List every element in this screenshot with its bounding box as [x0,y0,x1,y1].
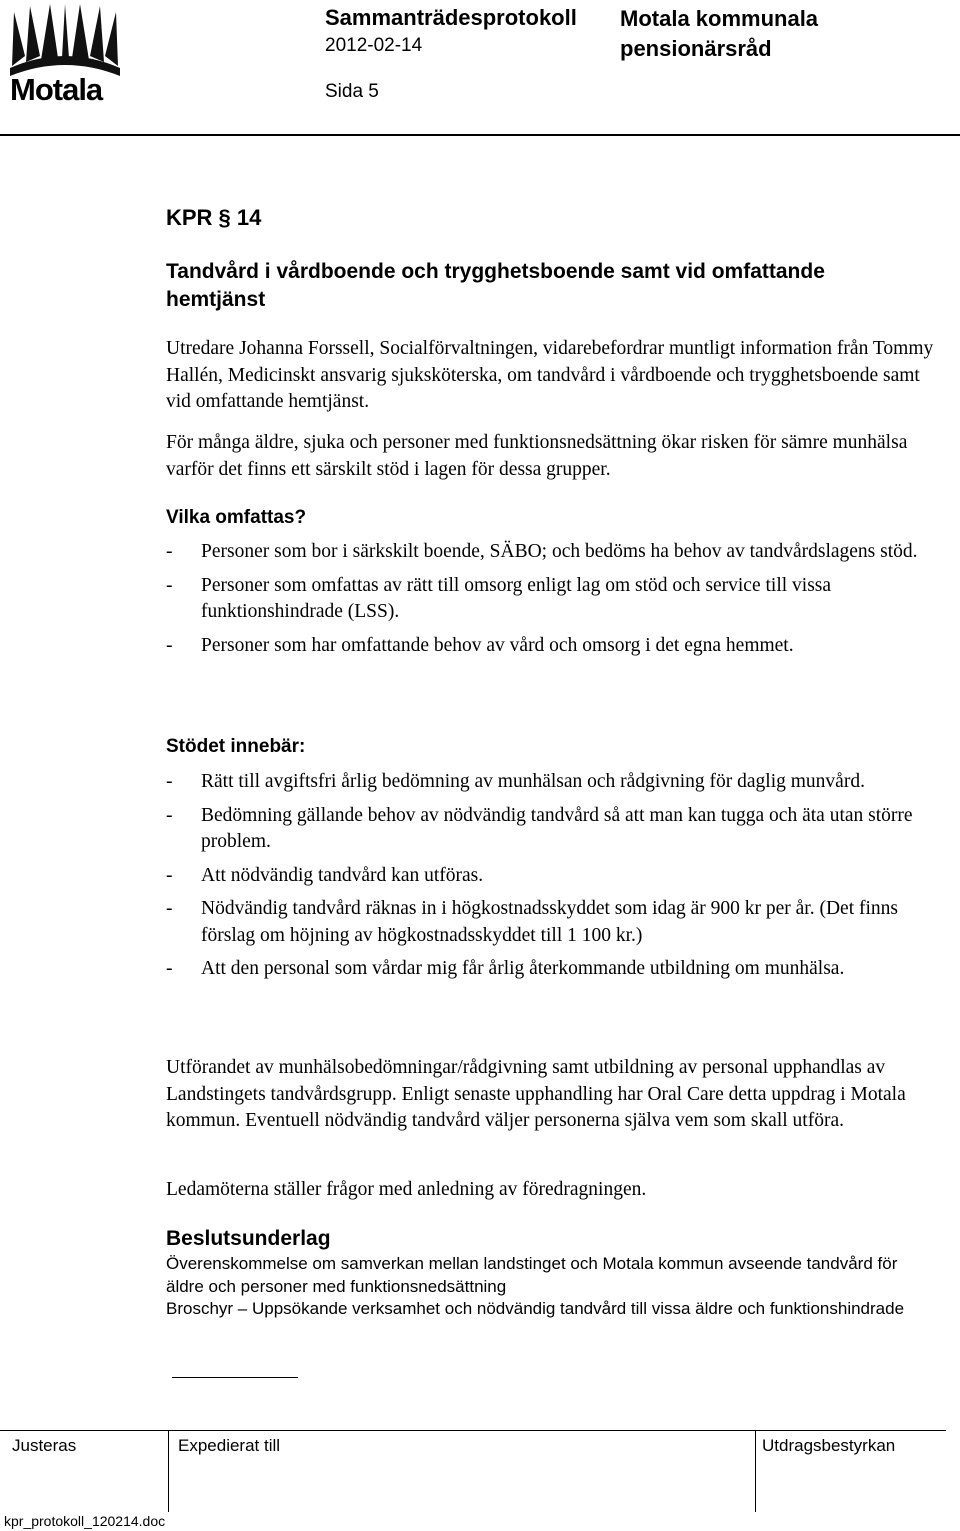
motala-logo [6,4,124,108]
footer-expedierat: Expedierat till [178,1436,281,1455]
footer-utdragsbestyrkan: Utdragsbestyrkan [762,1436,896,1455]
footer-column-divider [755,1430,756,1512]
organization-name: Motala kommunala pensionärsråd [620,6,819,61]
list-item: - Bedömning gällande behov av nödvändig tandvård så att man kan tugga och äta utan större problem. [166,803,936,856]
signature-line [172,1377,298,1378]
footer-filename: kpr_protokoll_120214.doc [4,1513,166,1529]
basis-item: Överenskommelse om samverkan mellan landstinget och Motala kommun avseende tandvård för äldre och personer med funktionsnedsättning [166,1254,898,1296]
meeting-date: 2012-02-14 [325,35,423,56]
support-list [166,769,936,990]
logo-wordmark: Motala [10,72,103,107]
page-number: Sida 5 [325,81,379,102]
footer-divider [0,1430,946,1431]
list-item: - Personer som har omfattande behov av vård och omsorg i det egna hemmet. [166,633,936,660]
list-item: - Att den personal som vårdar mig får årlig återkommande utbildning om munhälsa. [166,956,936,983]
procurement-paragraph: Utförandet av munhälsobedömningar/rådgivning samt utbildning av personal upphandlas av Landstingets tandvårdsgrupp. Enligt senaste upphandling har Oral Care detta uppdrag i Motala kommun. Eventuell nödvändig tandvård väljer personerna själva vem som skall utföra. [166,1057,906,1131]
basis-item: Broschyr – Uppsökande verksamhet och nödvändig tandvård till vissa äldre och funktionshindrade [166,1299,905,1318]
list-item: - Rätt till avgiftsfri årlig bedömning av munhälsan och rådgivning för daglig munvård. [166,769,936,796]
header-divider [0,134,960,136]
section-title: Tandvård i vårdboende och trygghetsboende samt vid omfattande hemtjänst [166,260,825,311]
section-number: KPR § 14 [166,205,262,230]
protocol-title: Sammanträdesprotokoll [325,5,577,30]
support-heading: Stödet innebär: [166,736,306,757]
list-item: - Personer som omfattas av rätt till omsorg enligt lag om stöd och service till vissa funktionshindrade (LSS). [166,573,936,626]
list-item: - Personer som bor i särkskilt boende, SÄBO; och bedöms ha behov av tandvårdslagens stöd. [166,539,936,566]
covered-heading: Vilka omfattas? [166,507,307,528]
questions-paragraph: Ledamöterna ställer frågor med anledning av föredragningen. [166,1179,647,1200]
risk-paragraph: För många äldre, sjuka och personer med funktionsnedsättning ökar risken för sämre munhälsa varför det finns ett särskilt stöd i lagen för dessa grupper. [166,432,908,480]
footer-column-divider [168,1430,169,1512]
list-item: - Att nödvändig tandvård kan utföras. [166,863,936,890]
list-item: - Nödvändig tandvård räknas in i högkostnadsskyddet som idag är 900 kr per år. (Det finns förslag om höjning av högkostnadsskyddet till 1 100 kr.) [166,896,936,949]
covered-list [166,539,936,666]
footer-justeras: Justeras [12,1436,77,1455]
basis-heading: Beslutsunderlag [166,1227,331,1250]
intro-paragraph: Utredare Johanna Forssell, Socialförvaltningen, vidarebefordrar muntligt information från Tommy Hallén, Medicinskt ansvarig sjuksköterska, om tandvård i vårdboende och trygghetsboende samt vid omfattande hemtjänst. [166,338,934,412]
